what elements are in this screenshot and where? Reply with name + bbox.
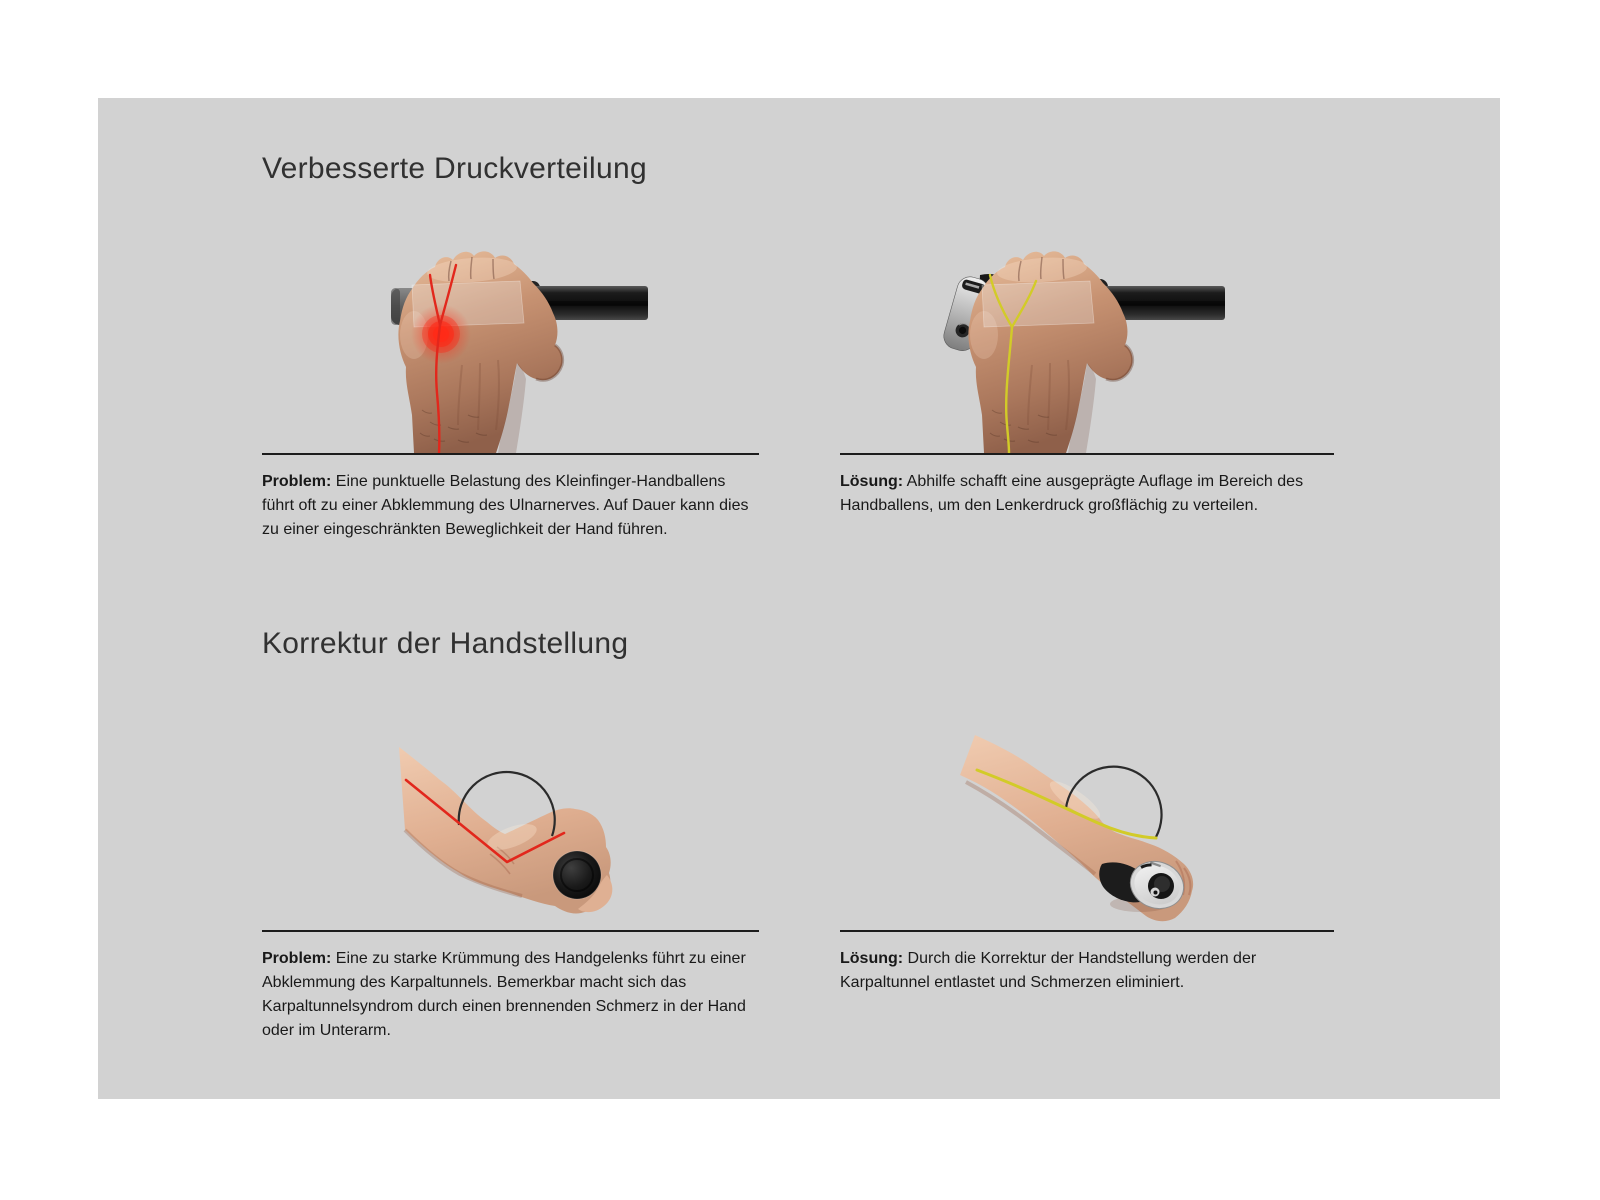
pressure-problem-text bbox=[262, 470, 759, 542]
solution-body: Abhilfe schafft eine ausgeprägte Auflage im Bereich des Handballens, um den Lenkerdruck großflächig zu verteilen. bbox=[840, 473, 1304, 514]
grip-logo-icon bbox=[1148, 873, 1174, 899]
fist bbox=[968, 251, 1132, 453]
problem-body: Eine zu starke Krümmung des Handgelenks führt zu einer Abklemmung des Karpaltunnels. Bemerkbar macht sich das Karpaltunnelsyndrom durch einen brennenden Schmerz in der Hand oder im Unterarm. bbox=[262, 950, 746, 1039]
wrist-solution-text bbox=[840, 947, 1334, 995]
solution-body: Durch die Korrektur der Handstellung werden der Karpaltunnel entlastet und Schmerzen eliminiert. bbox=[840, 950, 1257, 991]
solution-label: Lösung: bbox=[840, 473, 904, 490]
section-title-druckverteilung: Verbesserte Druckverteilung bbox=[262, 152, 647, 185]
problem-body: Eine punktuelle Belastung des Kleinfinger-Handballens führt oft zu einer Abklemmung des Ulnarnerves. Auf Dauer kann dies zu einer eingeschränkten Beweglichkeit der Hand führen. bbox=[262, 473, 749, 538]
content-panel bbox=[98, 98, 1500, 1099]
problem-label: Problem: bbox=[262, 473, 332, 490]
pressure-solution-text bbox=[840, 470, 1334, 518]
illustration-wrist-solution bbox=[840, 692, 1334, 932]
section-title-handstellung: Korrektur der Handstellung bbox=[262, 627, 629, 660]
solution-label: Lösung: bbox=[840, 950, 904, 967]
problem-label: Problem: bbox=[262, 950, 332, 967]
fist-ergonomic-grip-graphic bbox=[840, 215, 1334, 453]
fist-round-grip-graphic bbox=[262, 215, 759, 453]
illustration-wrist-problem bbox=[262, 692, 759, 932]
bent-wrist-graphic bbox=[262, 692, 759, 930]
straight-wrist-graphic bbox=[840, 692, 1334, 930]
pressure-point-glow bbox=[411, 304, 471, 364]
illustration-pressure-solution bbox=[840, 215, 1334, 455]
wrist-problem-text bbox=[262, 947, 759, 1043]
round-grip-end bbox=[553, 851, 601, 899]
illustration-pressure-problem bbox=[262, 215, 759, 455]
